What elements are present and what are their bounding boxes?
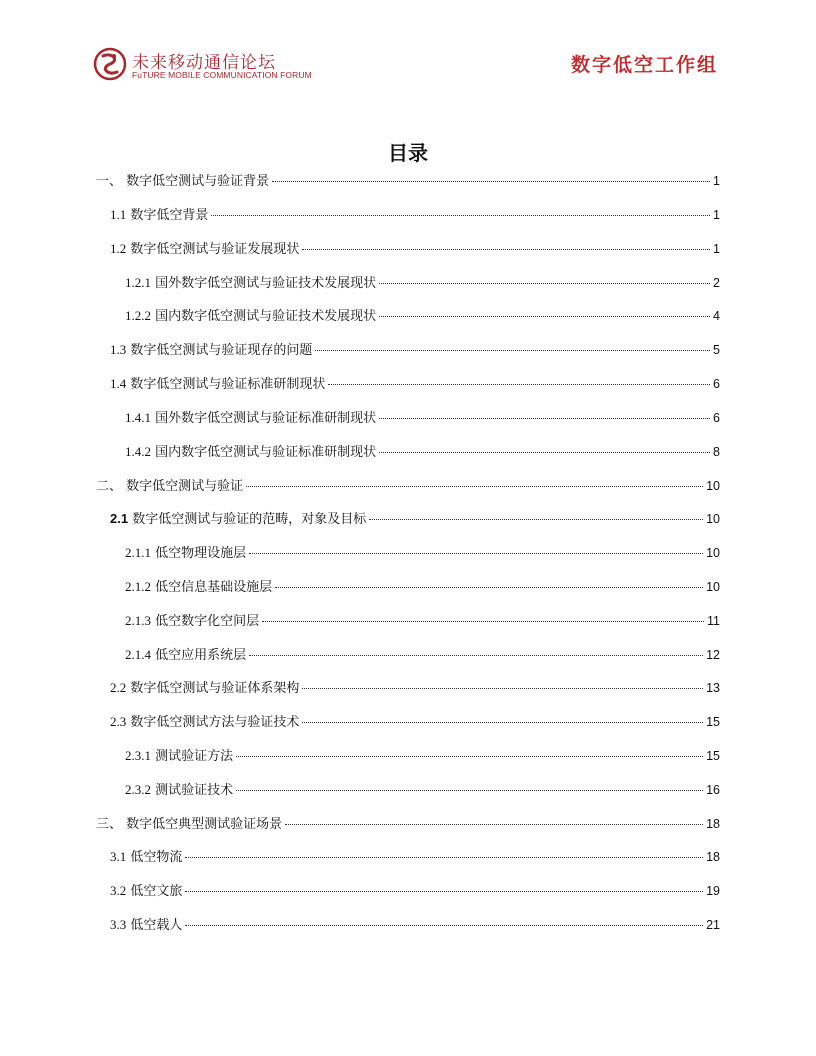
toc-entry-number: 1.3: [110, 342, 127, 357]
toc-entry-page: 13: [706, 681, 720, 695]
toc-entry-number: 1.2.1: [125, 275, 151, 290]
toc-leader-dots: [249, 553, 703, 554]
toc-entry-label: 国外数字低空测试与验证标准研制现状: [151, 411, 377, 426]
toc-entry-number: 2.1.1: [125, 545, 151, 560]
toc-leader-dots: [285, 824, 703, 825]
toc-entry-label: 数字低空测试与验证现存的问题: [126, 343, 313, 358]
toc-leader-dots: [185, 891, 703, 892]
toc-entry[interactable]: [125, 407, 720, 427]
toc-entry[interactable]: [110, 914, 720, 934]
toc-entry-label: 数字低空背景: [126, 208, 209, 223]
toc-entry-label: 低空载人: [126, 918, 183, 933]
toc-entry-page: 6: [713, 411, 720, 425]
toc-leader-dots: [211, 215, 710, 216]
toc-entry-label: 低空物理设施层: [151, 546, 247, 561]
toc-entry-number: 2.3.2: [125, 782, 151, 797]
toc-entry[interactable]: [125, 779, 720, 799]
toc-leader-dots: [379, 316, 710, 317]
toc-entry-label: 数字低空测试方法与验证技术: [126, 715, 300, 730]
toc-entry-label: 数字低空测试与验证体系架构: [126, 681, 300, 696]
toc-entry[interactable]: [96, 170, 720, 190]
toc-entry-number: 1.4.1: [125, 410, 151, 425]
toc-entry-number: 2.3: [110, 714, 127, 729]
toc-entry-label: 低空物流: [126, 850, 183, 865]
toc-entry-page: 10: [706, 580, 720, 594]
toc-leader-dots: [379, 283, 710, 284]
toc-entry-page: 1: [713, 242, 720, 256]
toc-entry[interactable]: [110, 711, 720, 731]
toc-entry[interactable]: [110, 880, 720, 900]
toc-entry-page: 15: [706, 749, 720, 763]
toc-title: 目录: [388, 141, 428, 165]
toc-entry-number: 2.1.4: [125, 647, 151, 662]
toc-entry-page: 8: [713, 445, 720, 459]
toc-entry-label: 低空文旅: [126, 884, 183, 899]
toc-entry-page: 18: [706, 850, 720, 864]
toc-entry[interactable]: [125, 745, 720, 765]
toc-entry[interactable]: [125, 441, 720, 461]
toc-entry-number: 2.1: [110, 511, 129, 526]
toc-leader-dots: [236, 756, 703, 757]
toc-entry-page: 1: [713, 174, 720, 188]
toc-entry-label: 国内数字低空测试与验证标准研制现状: [151, 445, 377, 460]
toc-leader-dots: [328, 384, 710, 385]
toc-entry-page: 10: [706, 479, 720, 493]
forum-logo: [92, 46, 312, 86]
toc-leader-dots: [302, 249, 710, 250]
toc-entry-number: 3.1: [110, 849, 127, 864]
toc-entry-label: 数字低空测试与验证背景: [122, 174, 270, 189]
toc-entry[interactable]: [125, 644, 720, 664]
toc-entry[interactable]: [110, 846, 720, 866]
toc-entry-number: 3.2: [110, 883, 127, 898]
toc-leader-dots: [302, 688, 703, 689]
toc-entry[interactable]: [96, 813, 720, 833]
toc-entry-label: 低空数字化空间层: [151, 614, 260, 629]
toc-leader-dots: [249, 655, 703, 656]
toc-entry-number: 2.1.2: [125, 579, 151, 594]
toc-leader-dots: [302, 722, 703, 723]
toc-entry-label: 数字低空测试与验证发展现状: [126, 242, 300, 257]
toc-entry[interactable]: [110, 204, 720, 224]
toc-entry[interactable]: [110, 677, 720, 697]
toc-entry-number: 一、: [96, 174, 123, 189]
toc-entry-page: 19: [706, 884, 720, 898]
toc-leader-dots: [379, 418, 710, 419]
toc-entry-number: 2.2: [110, 680, 127, 695]
toc-entry-label: 数字低空测试与验证的范畴，对象及目标: [128, 512, 367, 527]
toc-entry-label: 数字低空典型测试验证场景: [122, 817, 283, 832]
page-header: [0, 0, 816, 100]
toc-entry-label: 低空应用系统层: [151, 648, 247, 663]
toc-entry-number: 1.4: [110, 376, 127, 391]
toc-leader-dots: [315, 350, 710, 351]
toc-entry-number: 1.4.2: [125, 444, 151, 459]
toc-entry-page: 15: [706, 715, 720, 729]
toc-entry-page: 6: [713, 377, 720, 391]
toc-leader-dots: [236, 790, 703, 791]
toc-entry-page: 12: [706, 648, 720, 662]
toc-entry-number: 2.1.3: [125, 613, 151, 628]
toc-entry[interactable]: [110, 339, 720, 359]
workgroup-title: 数字低空工作组: [570, 54, 718, 76]
toc-entry[interactable]: [110, 373, 720, 393]
toc-leader-dots: [272, 181, 710, 182]
toc-entry[interactable]: [125, 576, 720, 596]
toc-entry-page: 10: [706, 546, 720, 560]
toc-entry-number: 二、: [96, 479, 123, 494]
forum-name-en: FuTURE MOBILE COMMUNICATION FORUM: [132, 70, 312, 80]
toc-entry[interactable]: [125, 542, 720, 562]
toc-entry-label: 测试验证技术: [151, 783, 234, 798]
toc-entry[interactable]: [125, 610, 720, 630]
toc-leader-dots: [275, 587, 703, 588]
toc-entry-number: 三、: [96, 817, 123, 832]
toc-entry-label: 国外数字低空测试与验证技术发展现状: [151, 276, 377, 291]
toc-entry-label: 测试验证方法: [151, 749, 234, 764]
toc-entry-label: 国内数字低空测试与验证技术发展现状: [151, 309, 377, 324]
toc-entry-page: 4: [713, 309, 720, 323]
toc-leader-dots: [262, 621, 704, 622]
toc-leader-dots: [379, 452, 710, 453]
toc-entry[interactable]: [110, 508, 720, 528]
toc-entry[interactable]: [125, 305, 720, 325]
toc-entry-page: 5: [713, 343, 720, 357]
toc-entry-number: 2.3.1: [125, 748, 151, 763]
toc-entry[interactable]: [96, 475, 720, 495]
toc-entry-label: 低空信息基础设施层: [151, 580, 273, 595]
toc-entry[interactable]: [125, 272, 720, 292]
toc-entry-page: 11: [707, 614, 720, 628]
toc-entry-page: 1: [713, 208, 720, 222]
toc-leader-dots: [185, 925, 703, 926]
toc-entry-page: 21: [706, 918, 720, 932]
toc-entry-page: 16: [706, 783, 720, 797]
toc-entry-number: 1.1: [110, 207, 127, 222]
toc-entry-page: 18: [706, 817, 720, 831]
toc-leader-dots: [185, 857, 703, 858]
toc-entry-number: 3.3: [110, 917, 127, 932]
toc-entry-number: 1.2: [110, 241, 127, 256]
toc-entry-label: 数字低空测试与验证标准研制现状: [126, 377, 326, 392]
forum-logo-icon: [92, 46, 128, 82]
forum-name-cn: 未来移动通信论坛: [132, 53, 276, 73]
toc-entry-page: 2: [713, 276, 720, 290]
toc-leader-dots: [246, 486, 703, 487]
toc-entry[interactable]: [110, 238, 720, 258]
toc-entry-label: 数字低空测试与验证: [122, 479, 244, 494]
toc-entry-number: 1.2.2: [125, 308, 151, 323]
toc-leader-dots: [369, 519, 703, 520]
toc-entry-page: 10: [706, 512, 720, 526]
